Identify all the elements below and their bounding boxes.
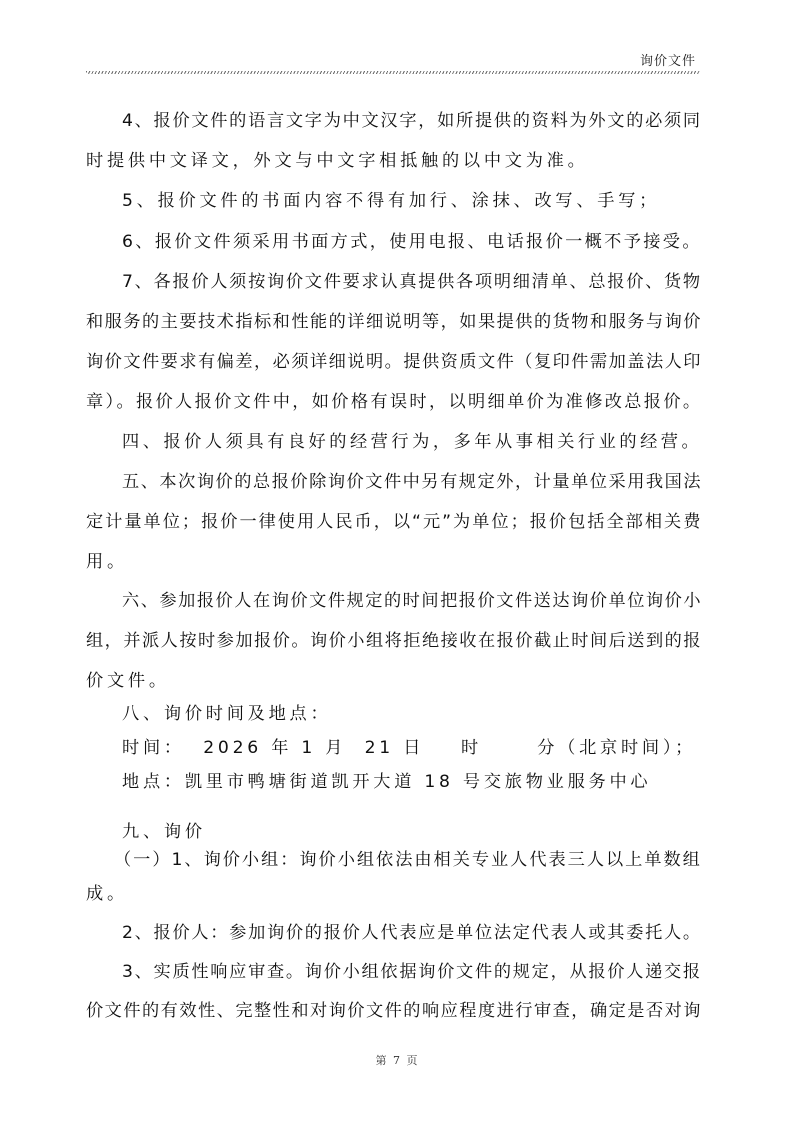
- paragraph-line: 5、报价文件的书面内容不得有加行、涂抹、改写、手写；: [122, 191, 661, 211]
- paragraph-line: 五、本次询价的总报价除询价文件中另有规定外，计量单位采用我国法: [122, 472, 703, 492]
- paragraph-line: 2、报价人：参加询价的报价人代表应是单位法定代表人或其委托人。: [122, 923, 702, 943]
- page-number: 第 7 页: [375, 1054, 418, 1067]
- section-heading: 九、询价: [122, 822, 206, 842]
- paragraph-line: 价文件。: [86, 671, 170, 691]
- paragraph-line: 定计量单位；报价一律使用人民币，以“元”为单位；报价包括全部相关费: [86, 512, 703, 532]
- header-divider: [86, 71, 700, 74]
- section-heading: 八、询价时间及地点：: [122, 704, 332, 724]
- header-title: 询价文件: [639, 54, 696, 69]
- paragraph-line: 章）。报价人报价文件中，如价格有误时，以明细单价为准修改总报价。: [86, 392, 703, 412]
- paragraph-line: 用。: [86, 552, 128, 572]
- paragraph-line: 六、参加报价人在询价文件规定的时间把报价文件送达询价单位询价小: [122, 591, 703, 611]
- paragraph-line: 询价文件要求有偏差，必须详细说明。提供资质文件（复印件需加盖法人印: [86, 352, 702, 372]
- inquiry-location: 地点：凯里市鸭塘街道凯开大道 18 号交旅物业服务中心: [122, 772, 652, 792]
- paragraph-line: 组，并派人按时参加报价。询价小组将拒绝接收在报价截止时间后送到的报: [86, 631, 702, 651]
- paragraph-line: 和服务的主要技术指标和性能的详细说明等，如果提供的货物和服务与询价: [86, 312, 702, 332]
- paragraph-line: 6、报价文件须采用书面方式，使用电报、电话报价一概不予接受。: [122, 232, 702, 252]
- paragraph-line: 时提供中文译文，外文与中文字相抵触的以中文为准。: [86, 151, 589, 171]
- paragraph-line: 3、实质性响应审查。询价小组依据询价文件的规定，从报价人递交报: [122, 962, 702, 982]
- paragraph-line: 4、报价文件的语言文字为中文汉字，如所提供的资料为外文的必须同: [122, 111, 702, 131]
- paragraph-line: 价文件的有效性、完整性和对询价文件的响应程度进行审查，确定是否对询: [86, 1001, 702, 1021]
- paragraph-line: 成。: [86, 884, 128, 904]
- inquiry-time: 时间： 2026 年 1 月 21 日 时 分（北京时间）；: [122, 738, 697, 758]
- paragraph-line: 四、报价人须具有良好的经营行为，多年从事相关行业的经营。: [122, 432, 703, 452]
- paragraph-line: （一）1、询价小组：询价小组依法由相关专业人代表三人以上单数组: [114, 850, 702, 870]
- paragraph-line: 7、各报价人须按询价文件要求认真提供各项明细清单、总报价、货物: [122, 272, 702, 292]
